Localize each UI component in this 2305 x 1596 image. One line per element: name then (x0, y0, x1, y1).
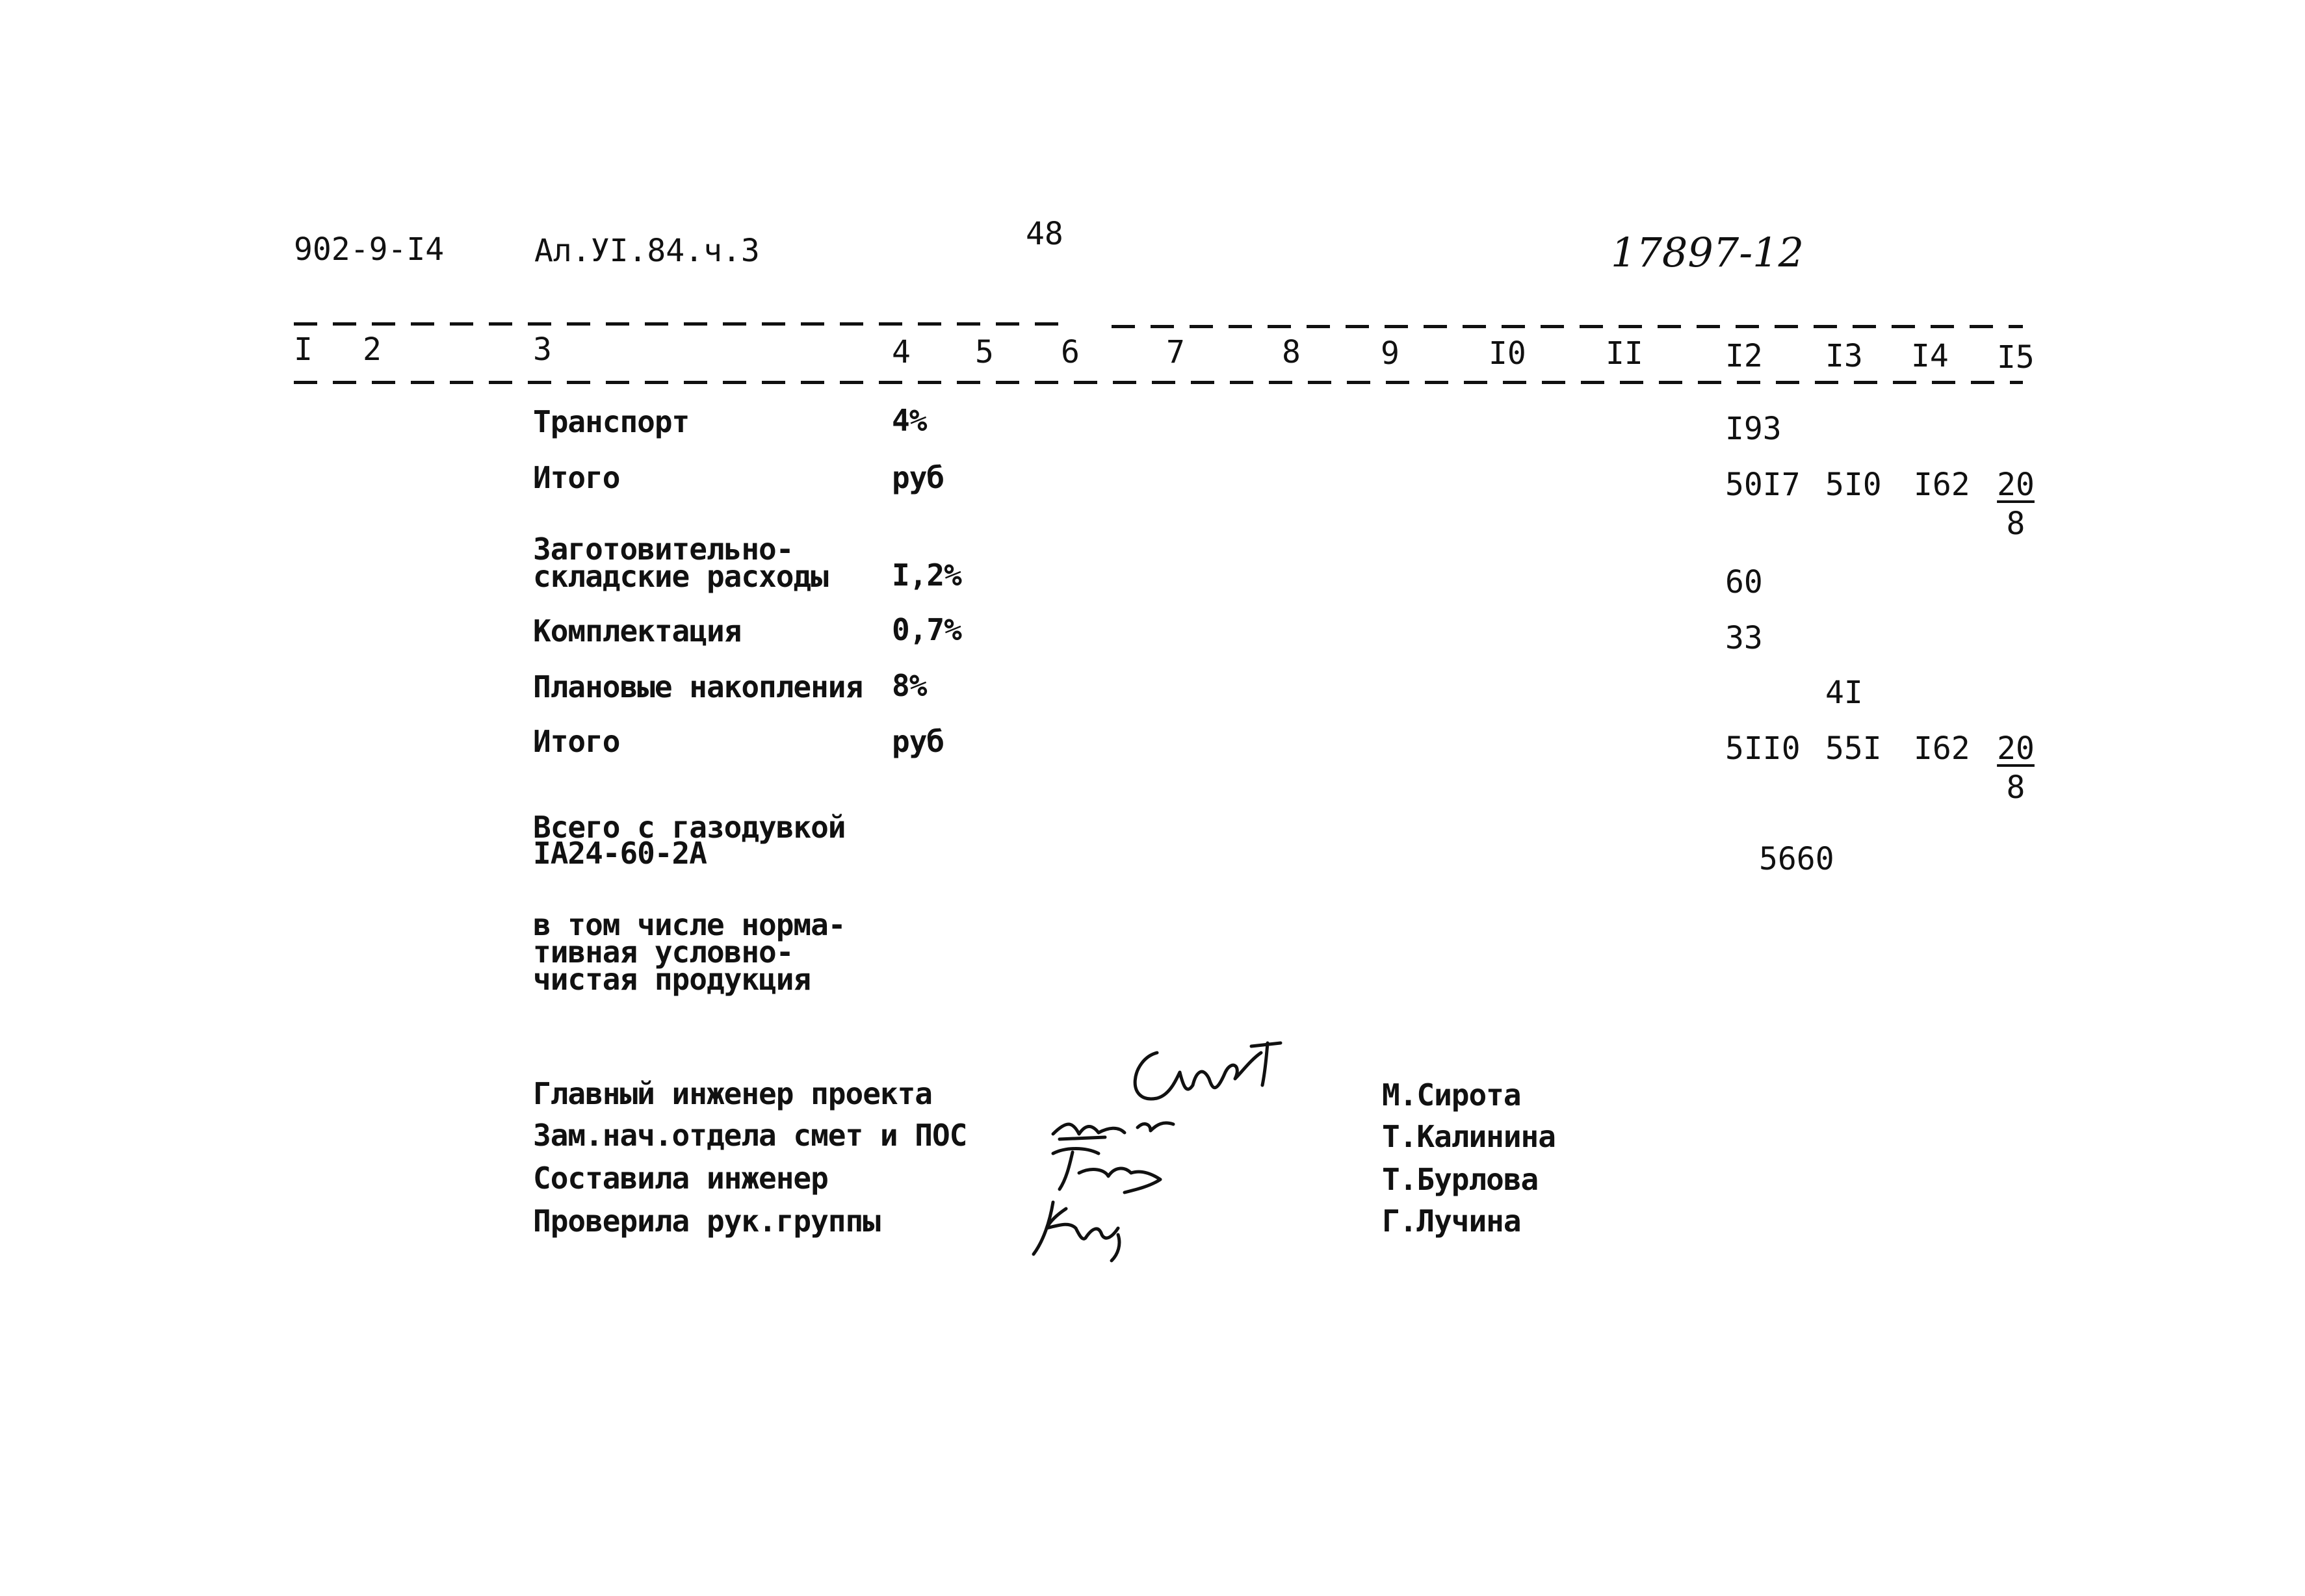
cell-col15-fraction (1996, 467, 2036, 542)
signature-role: Составила инженер (533, 1161, 828, 1196)
signatory-name: Г.Лучина (1382, 1203, 1521, 1239)
row-label: Плановые накопления (533, 669, 863, 704)
header-rule-top-right (1112, 325, 2023, 328)
column-header: 7 (1166, 334, 1185, 370)
cell-col12: 60 (1725, 564, 1763, 600)
sheet-reference: 17897-12 (1611, 229, 1804, 276)
column-header: I (294, 331, 313, 368)
cell-col13: 4I (1825, 675, 1863, 711)
row-label-line: в том числе норма- (533, 907, 846, 942)
row-label: Транспорт (533, 404, 690, 439)
header-rule-top-left (294, 322, 1070, 326)
row-unit: руб (892, 724, 944, 759)
cell-col13: 5I0 (1825, 467, 1882, 503)
page-number: 48 (1026, 216, 1063, 252)
row-unit: руб (892, 460, 944, 495)
signature-role: Зам.нач.отдела смет и ПОС (533, 1118, 967, 1153)
signatory-name: Т.Бурлова (1382, 1162, 1539, 1197)
header-rule-bottom (294, 381, 2023, 384)
row-label-line: IА24-60-2А (533, 836, 707, 871)
row-unit: 8% (892, 668, 927, 703)
cell-col14: I62 (1914, 730, 1970, 767)
row-label-line: Всего с газодувкой (533, 810, 846, 845)
row-label: Итого (533, 724, 620, 759)
cell-col12: I93 (1725, 411, 1782, 447)
cell-col14: I62 (1914, 467, 1970, 503)
handwritten-signature-1 (1112, 1033, 1294, 1118)
cell-col13: 55I (1825, 730, 1882, 767)
fraction-denominator: 8 (2006, 769, 2025, 806)
column-header: I3 (1825, 338, 1863, 374)
cell-col15-fraction (1996, 730, 2036, 806)
column-header: I0 (1489, 335, 1526, 372)
column-header: I4 (1911, 338, 1949, 374)
column-header: 6 (1061, 334, 1080, 370)
row-label: Комплектация (533, 613, 742, 649)
signatory-name: М.Сирота (1382, 1077, 1521, 1113)
fraction-denominator: 8 (2006, 506, 2025, 542)
row-unit: I,2% (892, 558, 961, 593)
column-header: I5 (1997, 339, 2035, 376)
signature-role: Проверила рук.группы (533, 1203, 880, 1239)
handwritten-signature-4 (1021, 1189, 1138, 1267)
row-label-line: тивная условно- (533, 934, 794, 970)
cell-col12: 50I7 (1725, 467, 1801, 503)
signatory-name: Т.Калинина (1382, 1119, 1556, 1154)
column-header: 5 (975, 334, 994, 370)
cell-col12: 33 (1725, 620, 1763, 656)
row-label-line: чистая продукция (533, 962, 811, 997)
fraction-numerator: 20 (1997, 467, 2035, 503)
signature-role: Главный инженер проекта (533, 1076, 932, 1111)
column-header: 9 (1381, 335, 1400, 372)
column-header: 3 (533, 331, 552, 368)
column-header: 2 (363, 331, 382, 368)
column-header: II (1606, 335, 1643, 372)
row-unit: 4% (892, 403, 927, 438)
cell-col12: 5II0 (1725, 730, 1801, 767)
row-unit: 0,7% (892, 612, 961, 647)
fraction-numerator: 20 (1997, 730, 2035, 767)
column-header: I2 (1725, 338, 1763, 374)
row-label-line: Заготовительно- (533, 532, 794, 567)
row-label-line: складские расходы (533, 559, 828, 594)
document-code: 902-9-I4 (294, 231, 445, 268)
album-reference: Ал.УI.84.ч.3 (534, 233, 760, 269)
column-header: 4 (892, 334, 911, 370)
column-header: 8 (1282, 334, 1301, 370)
grand-total: 5660 (1759, 841, 1834, 877)
row-label: Итого (533, 460, 620, 495)
